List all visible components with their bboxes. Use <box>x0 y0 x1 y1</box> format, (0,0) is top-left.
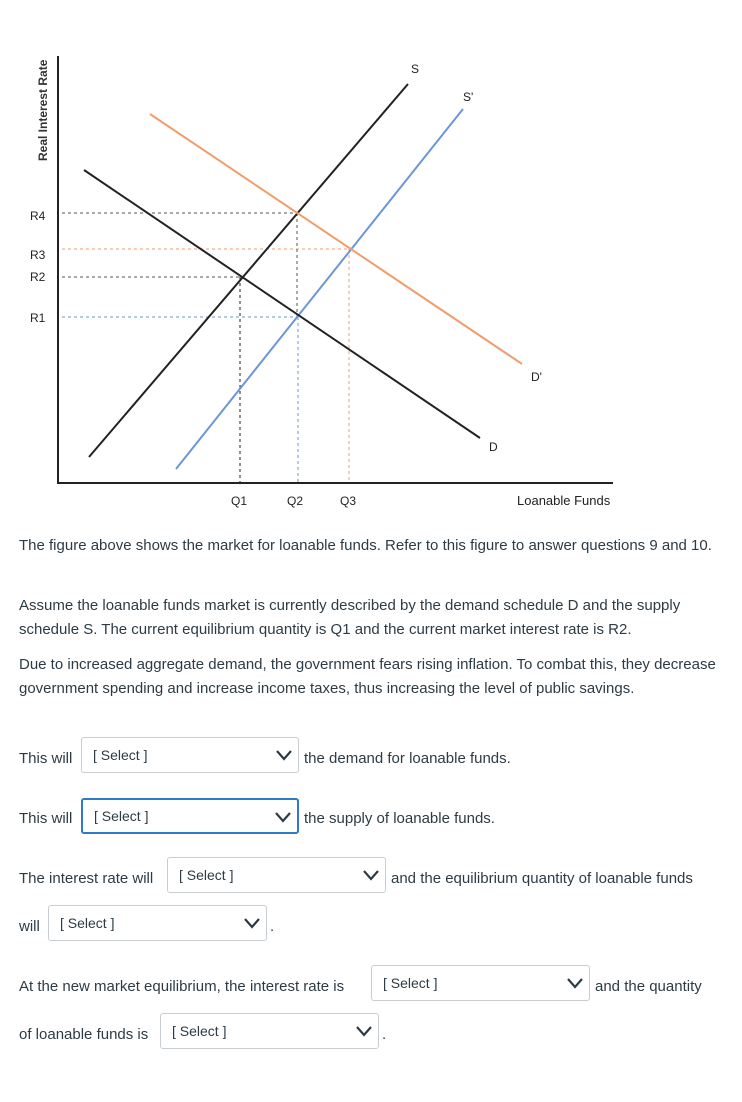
select-value: [ Select ] <box>172 1023 227 1039</box>
guide-lines <box>62 213 349 483</box>
loanable-funds-chart <box>0 0 742 520</box>
y-tick-r3: R3 <box>30 248 46 262</box>
chevron-down-icon <box>567 977 583 989</box>
select-value: [ Select ] <box>179 867 234 883</box>
curve-label-d-prime: D' <box>531 370 542 384</box>
new-interest-rate-select[interactable] <box>371 965 590 1001</box>
assumption-paragraph: Assume the loanable funds market is currently described by the demand schedule D and the supply schedule S. The current equilibrium quantity is Q1 and the current market interest rate is R2. <box>19 597 681 638</box>
quantity-change-select[interactable] <box>48 905 267 941</box>
supply-change-select[interactable] <box>81 798 299 834</box>
q1-suffix: the demand for loanable funds. <box>304 750 511 767</box>
new-quantity-select[interactable] <box>160 1013 379 1049</box>
select-value: [ Select ] <box>93 747 148 763</box>
q2-suffix: the supply of loanable funds. <box>304 810 495 827</box>
interest-rate-change-select[interactable] <box>167 857 386 893</box>
supply-curve-s-prime <box>176 109 463 469</box>
intro-paragraph: The figure above shows the market for loanable funds. Refer to this figure to answer questions 9 and 10. <box>19 537 712 554</box>
chevron-down-icon <box>244 917 260 929</box>
q4-suffix: . <box>270 918 275 935</box>
q4-prefix: will <box>19 918 40 935</box>
x-tick-q2: Q2 <box>287 494 304 508</box>
q6-prefix: of loanable funds is <box>19 1026 149 1043</box>
select-value: [ Select ] <box>94 808 149 824</box>
chevron-down-icon <box>276 749 292 761</box>
supply-curve-s <box>89 84 408 457</box>
q3-prefix: The interest rate will <box>19 870 154 887</box>
q2-prefix: This will <box>19 810 73 827</box>
y-tick-r1: R1 <box>30 311 46 325</box>
demand-curve-d-prime <box>150 114 522 364</box>
x-tick-q1: Q1 <box>231 494 248 508</box>
demand-change-select[interactable] <box>81 737 299 773</box>
curve-label-s: S <box>411 62 420 76</box>
y-tick-r4: R4 <box>30 209 46 223</box>
curve-label-d: D <box>489 440 498 454</box>
y-tick-r2: R2 <box>30 270 46 284</box>
chevron-down-icon <box>363 869 379 881</box>
q1-prefix: This will <box>19 750 73 767</box>
y-axis-label: Real Interest Rate <box>36 59 50 161</box>
q5-suffix: and the quantity <box>595 978 702 995</box>
q3-suffix: and the equilibrium quantity of loanable funds <box>391 870 693 887</box>
q6-suffix: . <box>382 1026 387 1043</box>
demand-curve-d <box>84 170 480 438</box>
q5-prefix: At the new market equilibrium, the interest rate is <box>19 978 345 995</box>
scenario-paragraph: Due to increased aggregate demand, the government fears rising inflation. To combat this, they decrease government spending and increase income taxes, thus increasing the level of public savings. <box>19 656 716 697</box>
chevron-down-icon <box>356 1025 372 1037</box>
x-tick-q3: Q3 <box>340 494 357 508</box>
curve-label-s-prime: S' <box>463 90 474 104</box>
select-value: [ Select ] <box>383 975 438 991</box>
chevron-down-icon <box>275 811 291 823</box>
x-axis-label: Loanable Funds <box>517 493 611 508</box>
select-value: [ Select ] <box>60 915 115 931</box>
